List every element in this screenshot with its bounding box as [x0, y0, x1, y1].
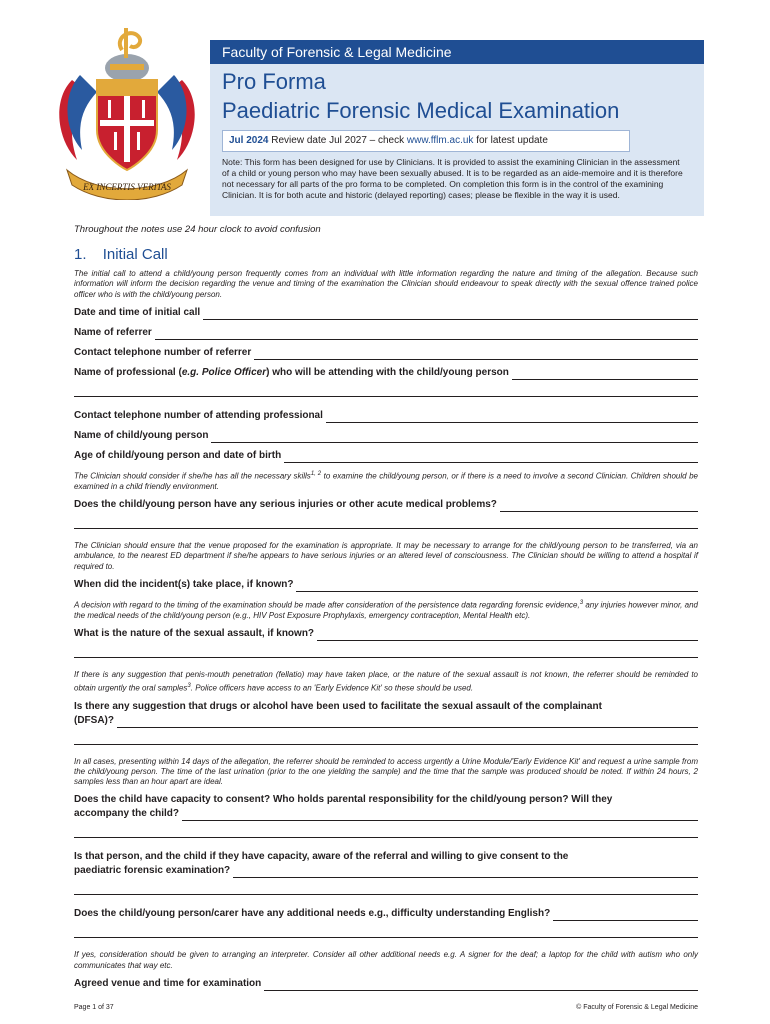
venue-note: The Clinician should ensure that the venue proposed for the examination is appropriate. It may be necessary to arrange for the child/young person to be transferred, via an ambulance, to the nearest ED department if she/he appears to have serious injuries or an altered level of consciousness. The Clinician should be willing to attend a hospital if required to.	[74, 541, 698, 571]
professional-name-input[interactable]	[512, 369, 698, 380]
date-time-field	[74, 306, 698, 320]
assault-nature-field	[74, 627, 698, 641]
capacity-field	[74, 793, 698, 821]
skills-note: The Clinician should consider if she/he has all the necessary skills$^{1, 2}$ to examine the child/young person, or if there is a need to involve a second Clinician. Children should be examined in a child friendly environment.	[74, 470, 698, 491]
assault-nature-label: What is the nature of the sexual assault, if known?	[74, 628, 315, 640]
interpreter-note: If yes, consideration should be given to arranging an interpreter. Consider all other additional needs e.g. A signer for the deaf; a laptop for the child with autism who only communicates that way etc.	[74, 950, 698, 970]
update-text: for latest update	[476, 135, 548, 146]
intro-note: Throughout the notes use 24 hour clock to avoid confusion	[74, 224, 321, 235]
venue-label: Agreed venue and time for examination	[74, 978, 262, 990]
incident-time-field	[74, 578, 698, 592]
timing-note: A decision with regard to the timing of the examination should be made after consideration of the persistence data regarding forensic evidence,$^3$ any injuries however minor, and the medical needs of the child/young person (e.g., HIV Post Exposure Prophylaxis, emergency contraception, Mental Health etc).	[74, 600, 699, 620]
professional-name-continuation[interactable]	[74, 386, 698, 397]
date-time-input[interactable]	[203, 309, 698, 320]
additional-needs-input[interactable]	[553, 910, 698, 921]
child-name-label: Name of child/young person	[74, 429, 209, 441]
consent-field	[74, 850, 698, 878]
child-age-label: Age of child/young person and date of birth	[74, 449, 282, 461]
child-age-field	[74, 449, 698, 463]
urine-sample-note: In all cases, presenting within 14 days of the allegation, the referrer should be reminded to access urgently a Urine Module/'Early Evidence Kit' and request a urine sample from the child/young person. The time of the last urination (prior to the one yielding the sample) and the time that the sample was produced should be noted. If within 24 hours, 2 samples less than an hour apart are ideal.	[74, 756, 698, 787]
consent-continuation[interactable]	[74, 884, 698, 895]
professional-phone-field	[74, 409, 698, 423]
capacity-label-end: accompany the child?	[74, 808, 180, 820]
consent-label-end: paediatric forensic examination?	[74, 865, 231, 877]
referrer-name-label: Name of referrer	[74, 326, 152, 338]
professional-phone-input[interactable]	[326, 412, 698, 423]
usage-note: Note: This form has been designed for use by Clinicians. It is provided to assist the examining Clinician in the assessment of a child or young person who may have been sexually abused. It is to be regarded as an aide-memoire and it is therefore not necessary for all parts of the pro forma to be completed. On completion this form is in the control of the examining Clinician. It is for both acute and historic (delayed reporting) cases; please be flexible in the way it is used.	[222, 157, 683, 200]
issue-date: Jul 2024	[229, 135, 269, 146]
dfsa-field	[74, 700, 698, 728]
incident-time-input[interactable]	[296, 581, 698, 592]
assault-nature-continuation[interactable]	[74, 647, 698, 658]
child-name-input[interactable]	[211, 432, 698, 443]
crest-motto: EX INCERTIS VERITAS	[83, 182, 171, 192]
referrer-name-field	[74, 326, 698, 340]
review-date-box	[222, 130, 630, 152]
section-title: Initial Call	[102, 246, 168, 263]
injuries-label: Does the child/young person have any serious injuries or other acute medical problems?	[74, 499, 497, 511]
pro-forma-label: Pro Forma	[222, 69, 326, 94]
child-name-field	[74, 429, 698, 443]
dfsa-input[interactable]	[117, 717, 698, 728]
referrer-phone-label: Contact telephone number of referrer	[74, 346, 252, 358]
assault-nature-input[interactable]	[317, 630, 698, 641]
dfsa-label: Is there any suggestion that drugs or alcohol have been used to facilitate the sexual assault of the complainant	[74, 700, 602, 712]
child-age-input[interactable]	[284, 452, 698, 463]
referrer-phone-input[interactable]	[254, 349, 698, 360]
section-heading	[74, 246, 698, 263]
injuries-input[interactable]	[500, 501, 698, 512]
additional-needs-continuation[interactable]	[74, 927, 698, 938]
form-content	[74, 224, 698, 997]
additional-needs-field	[74, 907, 698, 921]
document-title: Paediatric Forensic Medical Examination	[222, 98, 620, 123]
faculty-crest-logo	[52, 20, 202, 200]
consent-label: Is that person, and the child if they have capacity, aware of the referral and willing to give consent to the	[74, 851, 569, 863]
injuries-continuation[interactable]	[74, 518, 698, 529]
copyright: © Faculty of Forensic & Legal Medicine	[576, 1004, 698, 1011]
header-panel	[210, 64, 704, 216]
date-time-label: Date and time of initial call	[74, 306, 201, 318]
section-number: 1.	[74, 246, 87, 263]
oral-samples-note: If there is any suggestion that penis-mouth penetration (fellatio) may have taken place, or the nature of the sexual assault is not known, the referrer should be reminded to obtain urgently the oral samples$^3$. Police officers have access to an 'Early Evidence Kit' so these should be used.	[74, 670, 698, 693]
incident-time-label: When did the incident(s) take place, if known?	[74, 579, 294, 591]
consent-input[interactable]	[233, 867, 698, 878]
venue-input[interactable]	[264, 980, 698, 991]
injuries-field	[74, 498, 698, 512]
faculty-name: Faculty of Forensic & Legal Medicine	[222, 44, 452, 60]
referrer-name-input[interactable]	[155, 329, 698, 340]
dfsa-label-end: (DFSA)?	[74, 714, 114, 726]
capacity-label: Does the child have capacity to consent? Who holds parental responsibility for the child/young person? Will they	[74, 794, 613, 806]
faculty-banner	[210, 40, 704, 64]
venue-field	[74, 977, 698, 991]
professional-name-label: Name of professional (e.g. Police Officer) who will be attending with the child/young person	[74, 366, 509, 378]
professional-phone-label: Contact telephone number of attending professional	[74, 409, 323, 421]
capacity-input[interactable]	[182, 810, 698, 821]
capacity-continuation[interactable]	[74, 827, 698, 838]
dfsa-continuation[interactable]	[74, 734, 698, 745]
website-link[interactable]: www.fflm.ac.uk	[406, 135, 474, 146]
referrer-phone-field	[74, 346, 698, 360]
section-description: The initial call to attend a child/young person frequently comes from an individual with little information regarding the nature and timing of the allegation. Because such information will inform the decision regarding the venue and timing of the examination the Clinician should endeavour to speak directly with the sexual offence trained police officer who is with the child/young person.	[74, 269, 698, 299]
professional-name-field	[74, 366, 698, 380]
page-number: Page 1 of 37	[74, 1004, 114, 1011]
review-text: Review date Jul 2027 – check	[271, 135, 405, 146]
additional-needs-label: Does the child/young person/carer have any additional needs e.g., difficulty understanding English?	[74, 908, 551, 920]
